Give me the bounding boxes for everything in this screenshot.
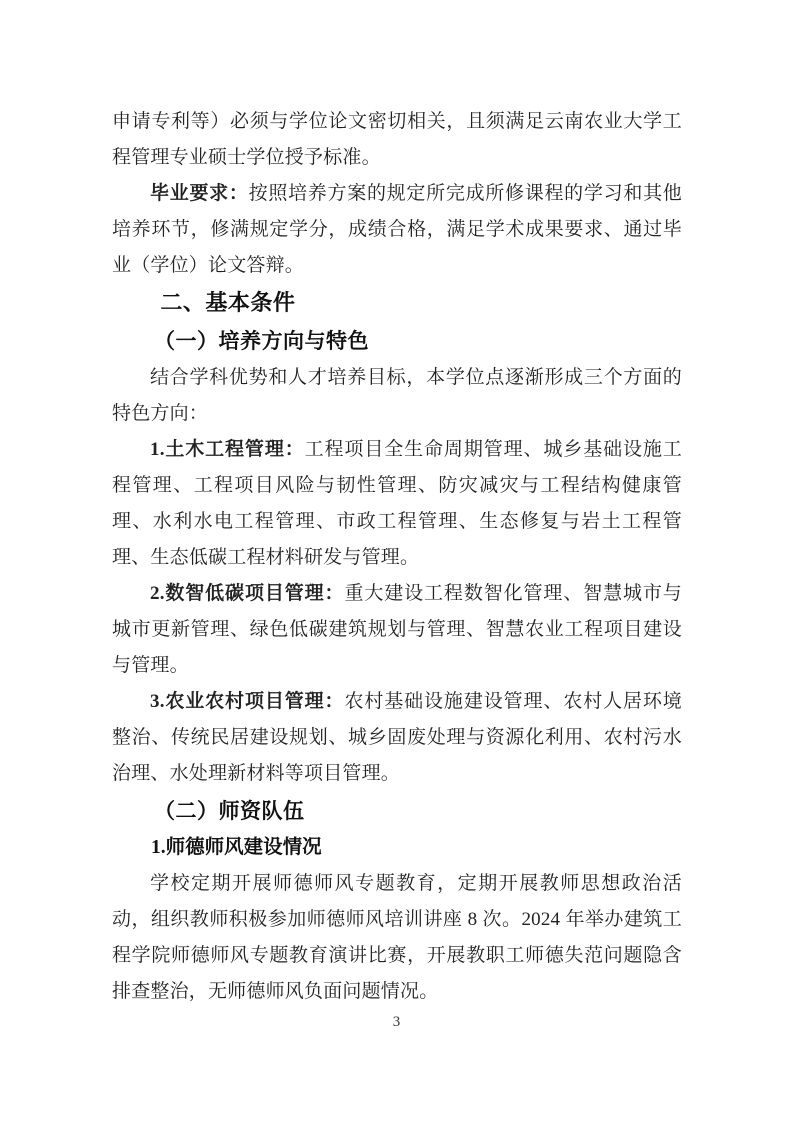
page-content — [112, 104, 682, 1010]
digital-low-carbon-management-text: 重大建设工程数智化管理、智慧城市与城市更新管理、绿色低碳建筑规划与管理、智慧农业工程项目建设与管理。 — [112, 583, 683, 676]
heading-training-directions: （一）培养方向与特色 — [154, 329, 369, 353]
paragraph-agriculture-rural-management — [112, 684, 682, 792]
paragraph-civil-engineering-management — [112, 432, 682, 576]
agriculture-rural-management-text: 农村基础设施建设管理、农村人居环境整治、传统民居建设规划、城乡固废处理与资源化利用、农村污水治理、水处理新材料等项目管理。 — [112, 691, 683, 784]
paragraph-directions-intro: 结合学科优势和人才培养目标，本学位点逐渐形成三个方面的特色方向： — [112, 367, 682, 424]
graduation-requirements-label: 毕业要求： — [150, 183, 249, 204]
heading-basic-conditions: 二、基本条件 — [160, 290, 296, 315]
heading-faculty-team: （二）师资队伍 — [154, 799, 305, 823]
paragraph-digital-low-carbon-management — [112, 576, 682, 684]
paragraph-degree-standard-continuation: 申请专利等）必须与学位论文密切相关，且须满足云南农业大学工程管理专业硕士学位授予标准。 — [112, 111, 682, 168]
heading-teacher-ethics: 1.师德师风建设情况 — [151, 837, 322, 858]
paragraph-teacher-ethics-details: 学校定期开展师德师风专题教育，定期开展教师思想政治活动，组织教师积极参加师德师风培训讲座 8 次。2024 年举办建筑工程学院师德师风专题教育演讲比赛，开展教职工师德失范问题隐含排查整治，无师德师风负面问题情况。 — [112, 873, 682, 1002]
paragraph-graduation-requirements — [112, 176, 682, 284]
digital-low-carbon-management-label: 2.数智低碳项目管理： — [150, 583, 345, 604]
page-number: 3 — [392, 1014, 401, 1030]
graduation-requirements-text: 按照培养方案的规定所完成所修课程的学习和其他培养环节，修满规定学分，成绩合格，满足学术成果要求、通过毕业（学位）论文答辩。 — [112, 183, 682, 276]
agriculture-rural-management-label: 3.农业农村项目管理： — [150, 691, 345, 712]
civil-engineering-management-label: 1.土木工程管理： — [150, 439, 305, 460]
civil-engineering-management-text: 工程项目全生命周期管理、城乡基础设施工程管理、工程项目风险与韧性管理、防灾减灾与工程结构健康管理、水利水电工程管理、市政工程管理、生态修复与岩土工程管理、生态低碳工程材料研发与管理。 — [112, 439, 682, 568]
